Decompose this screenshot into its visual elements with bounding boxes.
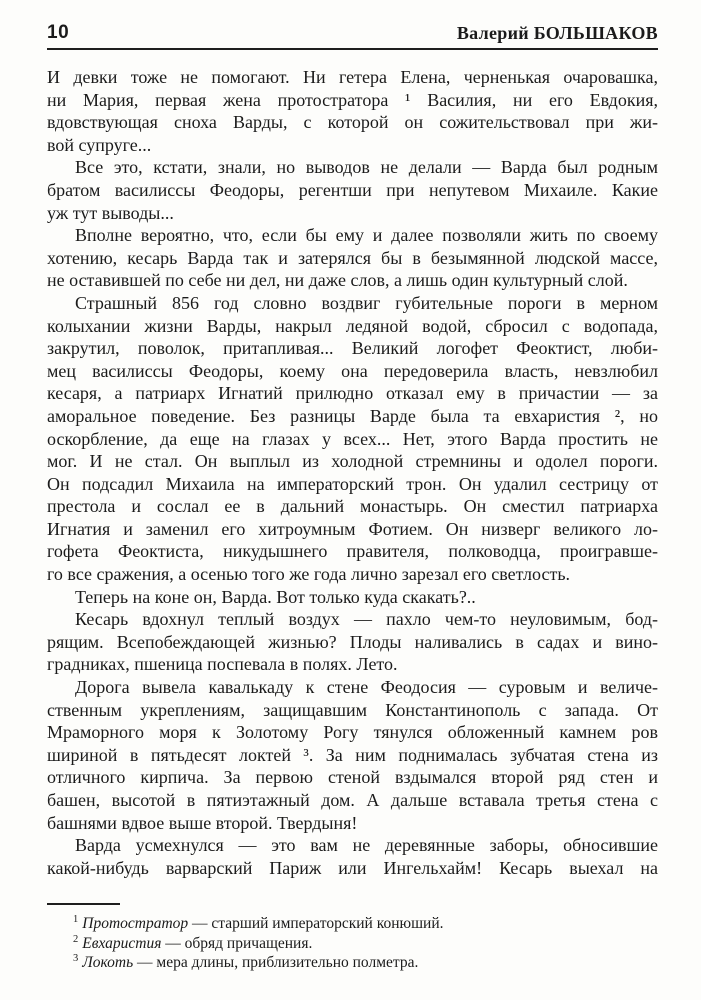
text-line: гофета Феоктиста, никудышнего правителя, полководца, проигравше- bbox=[47, 541, 658, 562]
text-line: ни Мария, первая жена протостратора ¹ Василия, ни его Евдокия, bbox=[47, 89, 658, 110]
text-line: закрутил, поволок, притапливая... Великий логофет Феоктист, люби- bbox=[47, 338, 658, 359]
footnote bbox=[47, 934, 658, 954]
footnote bbox=[47, 953, 658, 973]
text-line: не оставившей по себе ни дел, ни даже слов, а лишь один культурный слой. bbox=[47, 270, 628, 291]
text-line: мог. И не стал. Он выплыл из холодной стремнины и одолел пороги. bbox=[47, 451, 658, 472]
footnotes bbox=[47, 914, 658, 973]
text-line: шириной в пятьдесят локтей ³. За ним поднималась зубчатая стена из bbox=[47, 744, 658, 765]
text-line: Он подсадил Михаила на императорский трон. Он удалил сестрицу от bbox=[47, 473, 658, 494]
text-line: рящим. Всепобеждающей жизнью? Плоды наливались в садах и вино- bbox=[47, 631, 658, 652]
text-line: какой-нибудь варварский Париж или Ингельхайм! Кесарь выехал на bbox=[47, 857, 658, 878]
text-line: престола и сослал ее в дальний монастырь. Он сместил патриарха bbox=[47, 496, 658, 517]
footnote-marker: 2 bbox=[73, 933, 79, 945]
text-line: Вполне вероятно, что, если бы ему и далее позволяли жить по своему bbox=[75, 225, 658, 246]
paragraph bbox=[47, 676, 658, 834]
text-line: Теперь на коне он, Варда. Вот только куда скакать?.. bbox=[75, 586, 476, 607]
text-line: оскорбление, да еще на глазах у всех... Нет, этого Варда простить не bbox=[47, 428, 658, 449]
header-rule bbox=[47, 48, 658, 50]
text-line: кесаря, а патриарх Игнатий прилюдно отказал ему в причастии — за bbox=[47, 383, 658, 404]
footnote-marker: 1 bbox=[73, 914, 79, 926]
body-text bbox=[47, 66, 658, 879]
text-line: го все сражения, а осенью того же года лично зарезал его светлость. bbox=[47, 564, 571, 585]
running-head-author: Валерий БОЛЬШАКОВ bbox=[456, 23, 658, 43]
text-line: аморальное поведение. Без разницы Варде была та евхаристия ², но bbox=[47, 405, 658, 426]
paragraph bbox=[47, 834, 658, 879]
text-line: Все это, кстати, знали, но выводов не делали — Варда был родным bbox=[75, 157, 658, 178]
text-line: Дорога вывела кавалькаду к стене Феодосия — суровым и величе- bbox=[75, 677, 658, 698]
page-number: 10 bbox=[47, 22, 70, 43]
text-line: Мраморного моря к Золотому Рогу тянулся обложенный камнем ров bbox=[47, 722, 658, 743]
paragraph bbox=[47, 586, 658, 609]
text-line: хотению, кесарь Варда так и затерялся бы в безымянной людской массе, bbox=[47, 247, 658, 268]
text-line: отличного кирпича. За первою стеной вздымался второй ряд стен и bbox=[47, 767, 658, 788]
paragraph bbox=[47, 66, 658, 156]
text-line: башен, высотой в пятиэтажный дом. А дальше вставала третья стена с bbox=[47, 790, 658, 810]
text-line: ственным укреплениям, защищавшим Константинополь с запада. От bbox=[47, 699, 658, 720]
paragraph bbox=[47, 224, 658, 292]
text-line: И девки тоже не помогают. Ни гетера Елена, черненькая очаровашка, bbox=[47, 67, 658, 87]
text-line: Варда усмехнулся — это вам не деревянные заборы, обносившие bbox=[75, 835, 658, 856]
running-head bbox=[47, 18, 658, 44]
text-line: вой супруге... bbox=[47, 134, 152, 155]
text-line: башнями вдвое выше второй. Твердыня! bbox=[47, 812, 358, 833]
footnote-definition: — обряд причащения. bbox=[165, 934, 313, 952]
text-line: уж тут выводы... bbox=[47, 202, 174, 223]
footnote-definition: — старший императорский конюший. bbox=[192, 915, 444, 933]
footnote-term: Протостратор bbox=[82, 915, 193, 933]
text-line: Игнатия и заменил его хитроумным Фотием. Он низверг великого ло- bbox=[47, 518, 658, 539]
paragraph bbox=[47, 292, 658, 586]
text-line: мец василиссы Феодоры, коему она передоверила власть, невзлюбил bbox=[47, 360, 658, 381]
footnote-marker: 3 bbox=[73, 953, 79, 965]
paragraph bbox=[47, 608, 658, 676]
footnote-separator bbox=[47, 903, 120, 905]
paragraph bbox=[47, 156, 658, 224]
footnote-definition: — мера длины, приблизительно полметра. bbox=[137, 954, 419, 972]
footnote-term: Евхаристия bbox=[82, 934, 166, 952]
footnote-term: Локоть bbox=[82, 954, 138, 972]
text-line: градниках, пшеница поспевала в полях. Лето. bbox=[47, 654, 398, 675]
text-line: Страшный 856 год словно воздвиг губительные пороги в мерном bbox=[75, 292, 658, 313]
text-line: братом василиссы Феодоры, регентши при непутевом Михаиле. Какие bbox=[47, 179, 658, 200]
text-line: вдовствующая сноха Варды, с которой он сожительствовал при жи- bbox=[47, 112, 658, 133]
footnote bbox=[47, 914, 658, 934]
text-line: колыхании жизни Варды, накрыл ледяной водой, сбросил с водопада, bbox=[47, 315, 658, 336]
text-line: Кесарь вдохнул теплый воздух — пахло чем-то неуловимым, бод- bbox=[75, 609, 658, 630]
